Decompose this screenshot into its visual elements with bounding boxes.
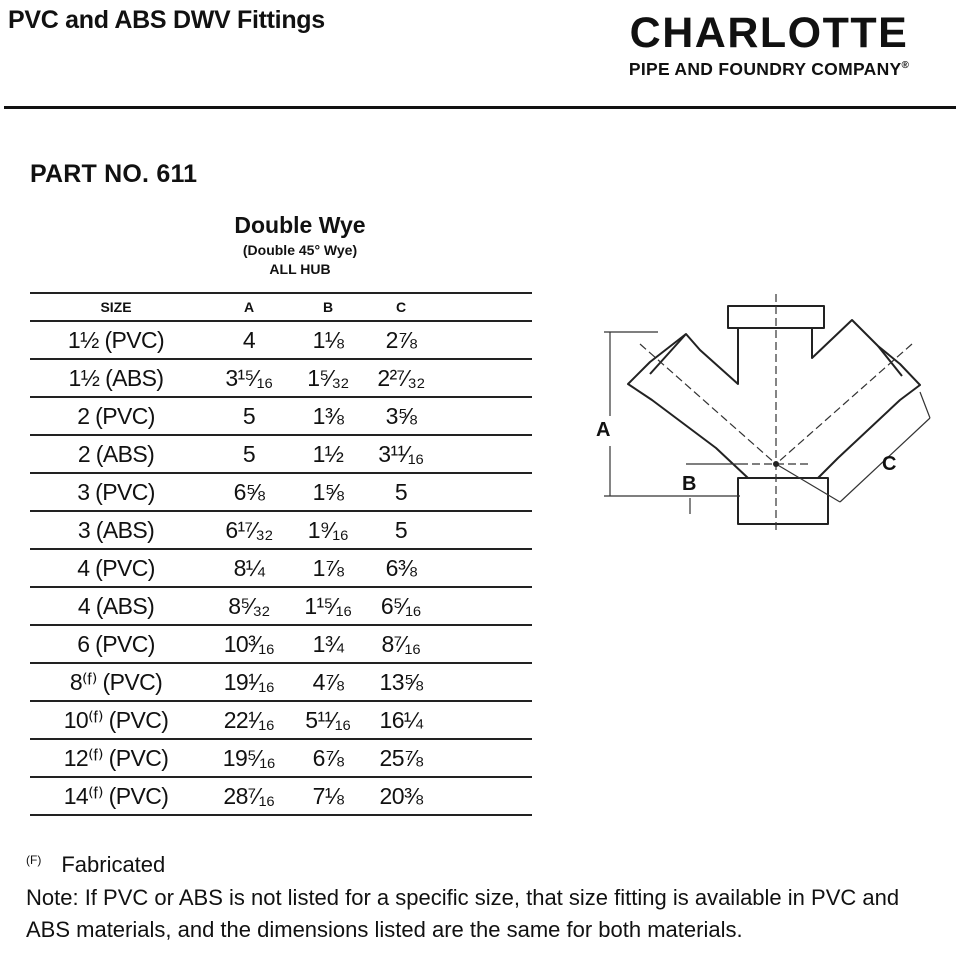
cell-size: 10⁽ᶠ⁾ (PVC) (30, 701, 202, 739)
cell-spacer (442, 435, 532, 473)
cell-b: 6⅞ (296, 739, 360, 777)
cell-b: 1⅝ (296, 473, 360, 511)
cell-a: 6⅝ (202, 473, 296, 511)
part-number: PART NO. 611 (30, 160, 198, 188)
fabricated-mark: (F) (26, 852, 42, 867)
double-wye-diagram (590, 288, 940, 538)
fitting-name: Double Wye (234, 212, 366, 238)
cell-b: 1⁵⁄₃₂ (296, 359, 360, 397)
cell-a: 3¹⁵⁄₁₆ (202, 359, 296, 397)
dimension-label-a: A (596, 419, 611, 441)
cell-a: 4 (202, 321, 296, 359)
cell-spacer (442, 587, 532, 625)
cell-size: 4 (ABS) (30, 587, 202, 625)
table-row (30, 701, 532, 739)
center-point (773, 461, 779, 467)
table-row (30, 359, 532, 397)
cell-c: 8⁷⁄₁₆ (360, 625, 442, 663)
cell-c: 20⅜ (360, 777, 442, 815)
cell-c: 3¹¹⁄₁₆ (360, 435, 442, 473)
cell-b: 1⅞ (296, 549, 360, 587)
cell-c: 25⅞ (360, 739, 442, 777)
cell-size: 3 (PVC) (30, 473, 202, 511)
cell-c: 3⅝ (360, 397, 442, 435)
cell-spacer (442, 625, 532, 663)
cell-b: 1¾ (296, 625, 360, 663)
cell-b: 1⅜ (296, 397, 360, 435)
table-row (30, 511, 532, 549)
cell-spacer (442, 511, 532, 549)
dimension-label-c: C (882, 453, 897, 475)
cell-spacer (442, 473, 532, 511)
cell-spacer (442, 701, 532, 739)
cell-size: 1½ (ABS) (30, 359, 202, 397)
cell-size: 3 (ABS) (30, 511, 202, 549)
cell-c: 16¼ (360, 701, 442, 739)
table-row (30, 473, 532, 511)
cell-a: 19¹⁄₁₆ (202, 663, 296, 701)
cell-spacer (442, 739, 532, 777)
cell-size: 1½ (PVC) (30, 321, 202, 359)
cell-c: 2²⁷⁄₃₂ (360, 359, 442, 397)
cell-c: 5 (360, 511, 442, 549)
table-row (30, 397, 532, 435)
cell-b: 1⅛ (296, 321, 360, 359)
cell-a: 10³⁄₁₆ (202, 625, 296, 663)
cell-b: 4⅞ (296, 663, 360, 701)
header-divider (4, 106, 956, 109)
table-row (30, 777, 532, 815)
header-a: A (202, 293, 296, 321)
cell-a: 22¹⁄₁₆ (202, 701, 296, 739)
table-header-row (30, 293, 532, 321)
cell-size: 12⁽ᶠ⁾ (PVC) (30, 739, 202, 777)
table-row (30, 739, 532, 777)
cell-b: 5¹¹⁄₁₆ (296, 701, 360, 739)
cell-b: 1½ (296, 435, 360, 473)
cell-b: 1¹⁵⁄₁₆ (296, 587, 360, 625)
fitting-alt-name: (Double 45° Wye) (242, 242, 358, 258)
table-row (30, 435, 532, 473)
cell-b: 7⅛ (296, 777, 360, 815)
cell-c: 2⅞ (360, 321, 442, 359)
cell-a: 5 (202, 435, 296, 473)
header-size: SIZE (30, 293, 202, 321)
header-spacer (442, 293, 532, 321)
cell-c: 6⁵⁄₁₆ (360, 587, 442, 625)
cell-b: 1⁹⁄₁₆ (296, 511, 360, 549)
table-row (30, 663, 532, 701)
cell-size: 8⁽ᶠ⁾ (PVC) (30, 663, 202, 701)
table-row (30, 549, 532, 587)
brand-logo (588, 10, 950, 79)
brand-subtitle (588, 56, 950, 79)
cell-size: 6 (PVC) (30, 625, 202, 663)
table-row (30, 625, 532, 663)
cell-size: 4 (PVC) (30, 549, 202, 587)
header-c: C (360, 293, 442, 321)
cell-a: 8⁵⁄₃₂ (202, 587, 296, 625)
cell-size: 2 (ABS) (30, 435, 202, 473)
cell-size: 14⁽ᶠ⁾ (PVC) (30, 777, 202, 815)
dimensions-table (30, 292, 532, 816)
cell-a: 19⁵⁄₁₆ (202, 739, 296, 777)
cell-spacer (442, 663, 532, 701)
cell-spacer (442, 359, 532, 397)
cell-spacer (442, 397, 532, 435)
fitting-hub-type: ALL HUB (269, 261, 331, 277)
cell-c: 5 (360, 473, 442, 511)
cell-spacer (442, 321, 532, 359)
dimension-label-b: B (682, 473, 697, 495)
fabricated-footnote (26, 852, 165, 878)
cell-spacer (442, 777, 532, 815)
fabricated-text: Fabricated (61, 852, 166, 877)
table-row (30, 587, 532, 625)
cell-a: 5 (202, 397, 296, 435)
fitting-heading (30, 210, 532, 278)
cell-c: 6⅜ (360, 549, 442, 587)
header-b: B (296, 293, 360, 321)
brand-name: CHARLOTTE (629, 9, 909, 57)
cell-c: 13⅝ (360, 663, 442, 701)
table-row (30, 321, 532, 359)
materials-note: Note: If PVC or ABS is not listed for a specific size, that size fitting is available in PVC and ABS materials, and the dimensions listed are the same for both materials. (26, 885, 900, 942)
brand-subtitle-text: PIPE AND FOUNDRY COMPANY (628, 58, 902, 79)
cell-a: 8¼ (202, 549, 296, 587)
cell-a: 28⁷⁄₁₆ (202, 777, 296, 815)
cell-a: 6¹⁷⁄₃₂ (202, 511, 296, 549)
cell-size: 2 (PVC) (30, 397, 202, 435)
document-title: PVC and ABS DWV Fittings (8, 6, 325, 34)
registered-mark: ® (901, 60, 910, 71)
fitting-outline (628, 306, 920, 524)
cell-spacer (442, 549, 532, 587)
